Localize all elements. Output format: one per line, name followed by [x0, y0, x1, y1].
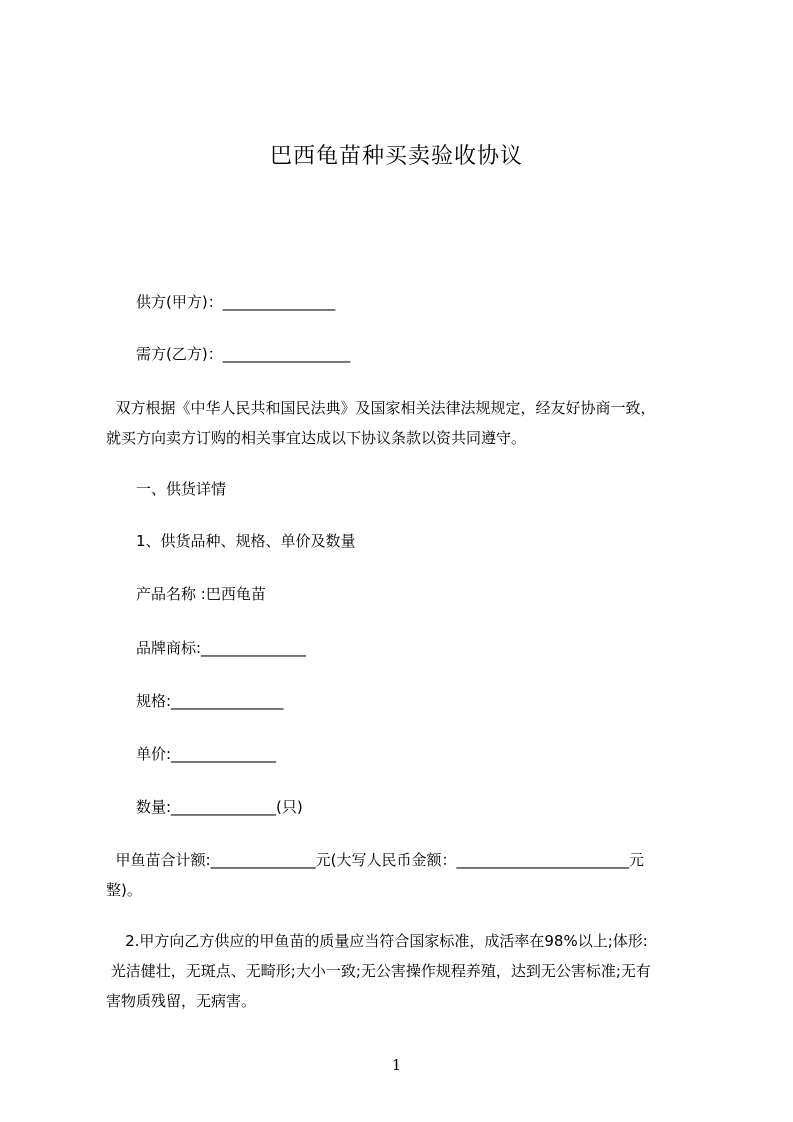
total-line-1: 甲鱼苗合计额:______________元(大写人民币金额：_______________________元	[106, 851, 644, 869]
quality-paragraph	[106, 926, 706, 1016]
total-line-2: 整)。	[106, 881, 142, 899]
section-1-heading: 一、供货详情	[136, 480, 227, 498]
unit-price-line: 单价:______________	[136, 745, 277, 763]
document-title: 巴西龟苗种买卖验收协议	[269, 144, 523, 169]
quality-line-1: 2.甲方向乙方供应的甲鱼苗的质量应当符合国家标准，成活率在98%以上;体形:	[106, 932, 648, 950]
intro-paragraph	[106, 393, 706, 453]
page-number: 1	[391, 1056, 402, 1074]
spec-line: 规格:_______________	[136, 692, 284, 710]
product-name-line: 产品名称 :巴西龟苗	[136, 585, 266, 603]
total-paragraph	[106, 845, 706, 905]
brand-line: 品牌商标:______________	[136, 639, 307, 657]
quantity-line: 数量:______________(只)	[136, 798, 303, 816]
quality-line-3: 害物质残留，无病害。	[106, 992, 257, 1010]
item-1-heading: 1、供货品种、规格、单价及数量	[136, 532, 356, 550]
supplier-line: 供方(甲方)：_______________	[136, 293, 336, 311]
buyer-line: 需方(乙方)：_________________	[136, 345, 351, 363]
quality-line-2: 光洁健壮，无斑点、无畸形;大小一致;无公害操作规程养殖，达到无公害标准;无有	[106, 962, 651, 980]
intro-line-2: 就买方向卖方订购的相关事宜达成以下协议条款以资共同遵守。	[106, 429, 527, 447]
intro-line-1: 双方根据《中华人民共和国民法典》及国家相关法律法规规定，经友好协商一致，	[106, 399, 656, 417]
